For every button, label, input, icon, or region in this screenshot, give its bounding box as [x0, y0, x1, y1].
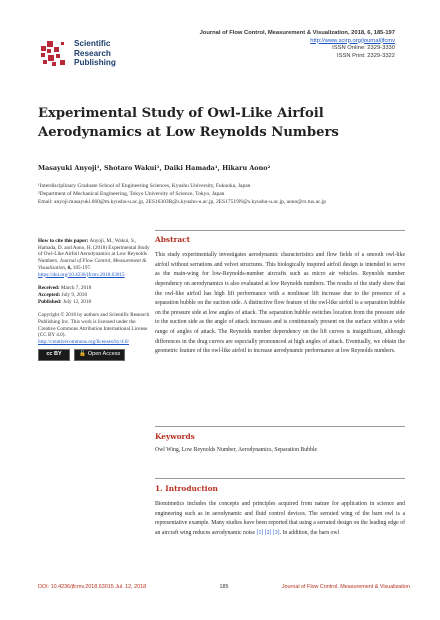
- publisher-name-line2: Research: [74, 48, 111, 58]
- license-badges: [38, 349, 150, 361]
- journal-info: [165, 30, 395, 60]
- accepted-date: July 9, 2018: [61, 291, 87, 298]
- cite-doi-link[interactable]: https://doi.org/10.4236/jfcmv.2018.63015: [38, 271, 125, 278]
- paper-title-line2: Aerodynamics at Low Reynolds Numbers: [38, 125, 339, 140]
- cite-pages: 185-197.: [72, 264, 92, 271]
- copyright-block: [38, 312, 150, 361]
- paper-title-line1: Experimental Study of Owl-Like Airfoil: [38, 106, 324, 121]
- citation-block: [38, 238, 150, 278]
- copyright-text: Copyright © 2018 by authors and Scientific Research Publishing Inc. This work is licensed under the Creative Commons Attribution International License (CC BY 4.0).: [38, 312, 150, 339]
- citation-link-1[interactable]: [1]: [256, 529, 264, 536]
- citation-link-3[interactable]: [3]: [272, 529, 280, 536]
- introduction-body: [155, 500, 405, 539]
- keywords-list: Owl Wing, Low Reynolds Number, Aerodynamics, Separation Bubble: [155, 447, 318, 453]
- article-info-sidebar: [38, 238, 150, 368]
- introduction-heading: 1. Introduction: [155, 484, 218, 493]
- abstract-top-rule: [155, 230, 405, 231]
- received-row: [38, 285, 150, 292]
- citation-link-2[interactable]: [2]: [264, 529, 272, 536]
- keywords-heading: Keywords: [155, 432, 195, 441]
- publisher-name: [74, 39, 116, 68]
- cite-volume: 6,: [67, 264, 72, 271]
- published-date: July 12, 2018: [62, 298, 92, 305]
- issn-online: ISSN Online: 2329-3330: [332, 45, 395, 52]
- footer-page-number: 185: [219, 584, 229, 590]
- keywords-top-rule: [155, 426, 405, 427]
- email-line[interactable]: Email: anyoji.masayuki.660@m.kyushu-u.ac.jp, 2ES16303R@s.kyushu-u.ac.jp, 2ES17519N@s.kyushu-u.ac.jp, aono@rs.tus.ac.jp: [38, 198, 327, 205]
- affiliations: [38, 183, 418, 206]
- footer-doi: DOI: 10.4236/jfcmv.2018.63015 Jul. 12, 2018: [38, 584, 147, 590]
- journal-citation: Journal of Flow Control, Measurement & Visualization, 2018, 6, 185-197: [199, 30, 395, 36]
- published-label: Published:: [38, 298, 62, 305]
- footer-journal: Journal of Flow Control, Measurement & Visualization: [281, 584, 410, 590]
- issn-print: ISSN Print: 2329-3322: [336, 52, 395, 59]
- intro-text-2: . In addition, the barn owl: [279, 529, 340, 536]
- cite-label: How to cite this paper:: [38, 238, 89, 244]
- publisher-name-line3: Publishing: [74, 58, 116, 68]
- publisher-logo-icon: [38, 38, 68, 68]
- accepted-row: [38, 292, 150, 299]
- cite-journal: Journal of Flow Control, Measurement & Visualization,: [38, 258, 147, 271]
- intro-top-rule: [155, 478, 405, 479]
- received-label: Received:: [38, 285, 60, 292]
- journal-url-link[interactable]: http://www.scirp.org/journal/jfcmv: [310, 37, 395, 44]
- published-row: [38, 299, 150, 306]
- open-access-badge[interactable]: [74, 349, 125, 361]
- affiliation-2: ²Department of Mechanical Engineering, Tokyo University of Science, Tokyo, Japan: [38, 190, 225, 197]
- abstract-body: This study experimentally investigates aerodynamic characteristics and flow fields of a smooth owl-like airfoil without serrations and velvet structures. This biologically inspired airfoil design is intended to serve as the main-wing for low-Reynolds-number aircrafts such as micro air vehicles. Reynolds number dependency on aerodynamics is also evaluated at low Reynolds numbers. The results of the study show that the owl-like airfoil has high lift performance with a nonlinear lift increase due to the presence of a separation bubble on the suction side. A distinctive flow feature of the owl-like airfoil is a separation bubble on the pressure side at low angles of attack. The separation bubble switches location from the pressure side to the suction side as the angle of attack increases and is continuously present on the surface within a wide range of angles of attack. The Reynolds number dependency on the lift curves is insignificant, although differences in the drag curves are especially pronounced at high angles of attack. Eventually, we obtain the geometric feature of the owl-like airfoil to increase aerodynamic performance at low Reynolds numbers.: [155, 252, 405, 355]
- publisher-name-line1: Scientific: [74, 39, 111, 48]
- open-lock-icon: 🔓: [79, 351, 86, 358]
- open-access-label: Open Access: [87, 351, 121, 358]
- cite-text: Anyoji, M., Wakui, S., Hamada, D. and Aono, H. (2018) Experimental Study of Owl-Like Airfoil Aerodynamics at Low Reynolds Numbers.: [38, 238, 150, 265]
- abstract-heading: Abstract: [155, 235, 191, 244]
- cc-by-badge[interactable]: cc BY: [38, 349, 70, 361]
- dates-block: [38, 285, 150, 305]
- license-link[interactable]: http://creativecommons.org/licenses/by/4.0/: [38, 339, 129, 346]
- affiliation-1: ¹Interdisciplinary Graduate School of Engineering Sciences, Kyushu University, Fukuoka, Japan: [38, 183, 251, 189]
- intro-text-1: Biomimetics includes the concepts and principles acquired from nature for application in science and engineering such as in aerodynamic and fluid control devices. The serrated wing of the barn owl is a representative example. Many studies have been reported that using a serrated design on the leading edge of an aircraft wing reduces aerodynamic noise: [155, 501, 405, 536]
- received-date: March 7, 2018: [60, 285, 92, 292]
- paper-title: [38, 104, 408, 142]
- accepted-label: Accepted:: [38, 291, 61, 298]
- author-list: Masayuki Anyoji¹, Shotaro Wakui¹, Daiki Hamada¹, Hikaru Aono²: [38, 164, 271, 172]
